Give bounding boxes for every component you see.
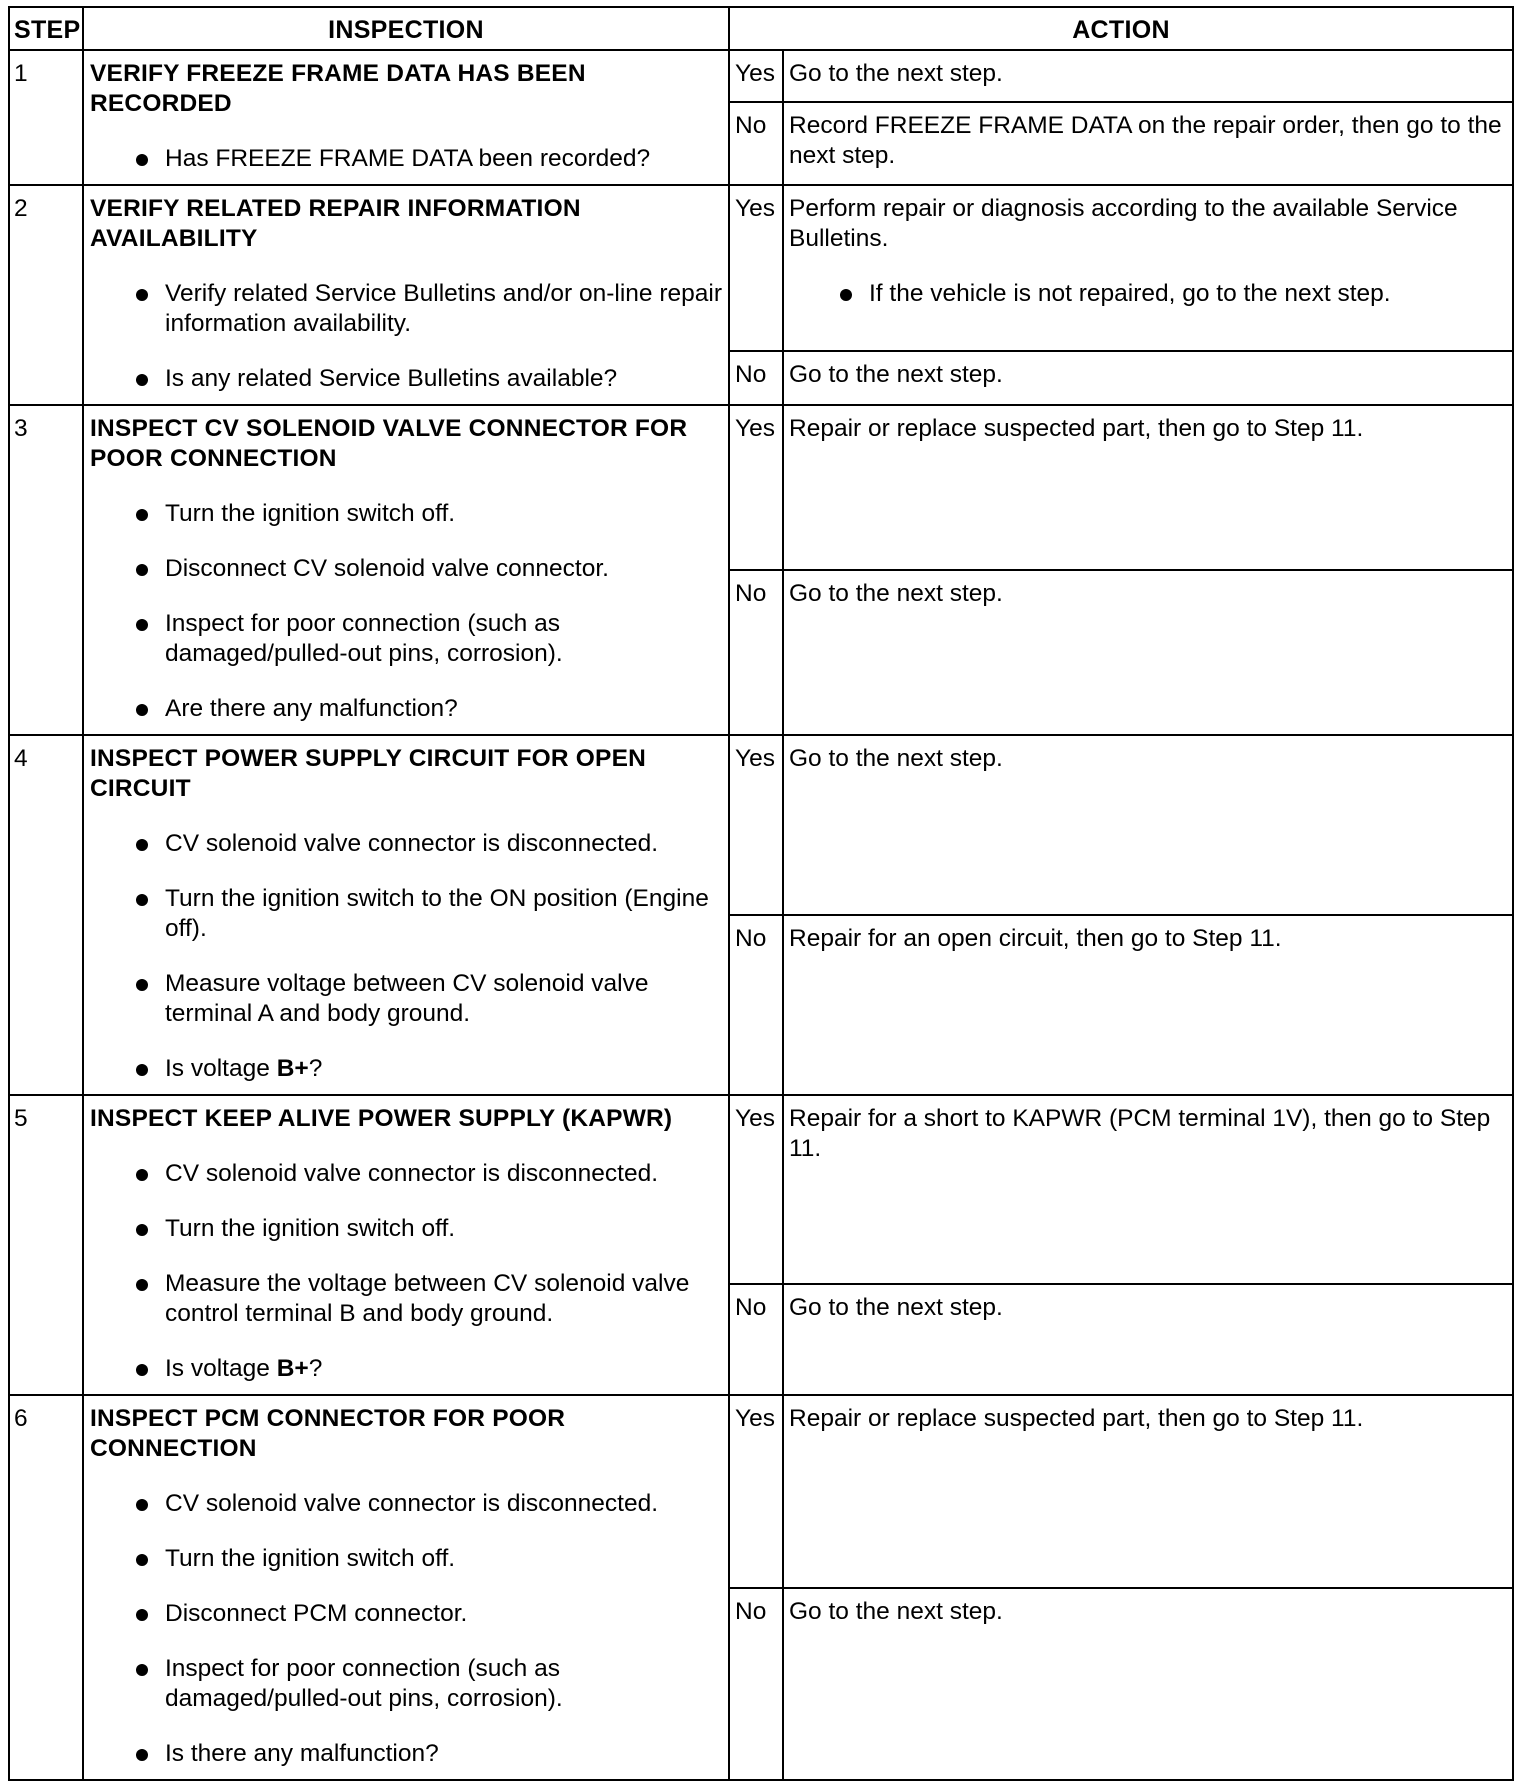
step-title: INSPECT CV SOLENOID VALVE CONNECTOR FOR POOR CONNECTION [90,415,688,472]
step-3-yes-row [9,405,1513,570]
bullet-item: CV solenoid valve connector is disconnected. [90,1489,722,1519]
bullet-text: Is voltage [165,1355,277,1382]
step-title: INSPECT POWER SUPPLY CIRCUIT FOR OPEN CIRCUIT [90,745,647,802]
header-step: STEP [9,7,83,50]
inspection-cell [83,735,729,1095]
step-title: VERIFY FREEZE FRAME DATA HAS BEEN RECORDED [90,60,586,117]
diagnostic-page [8,6,1512,1781]
bullet-item: Verify related Service Bulletins and/or on-line repair information availability. [90,279,722,339]
step-number: 4 [9,735,83,1095]
bullet-item: Is any related Service Bulletins available? [90,364,722,394]
inspection-cell [83,50,729,185]
inspection-cell [83,1095,729,1395]
yes-action: Go to the next step. [783,50,1513,102]
yes-action-cell [783,185,1513,351]
bullet-item: Turn the ignition switch to the ON position (Engine off). [90,884,722,944]
bullet-item: Disconnect CV solenoid valve connector. [90,554,722,584]
bullet-item: Inspect for poor connection (such as damaged/pulled-out pins, corrosion). [90,1654,722,1714]
voltage-value: B+ [276,1055,309,1082]
step-number: 6 [9,1395,83,1780]
yes-action: Repair or replace suspected part, then go to Step 11. [783,405,1513,570]
step-number: 5 [9,1095,83,1395]
header-inspection: INSPECTION [83,7,729,50]
step-number: 3 [9,405,83,735]
bullet-item: Turn the ignition switch off. [90,1214,722,1244]
yes-action: Go to the next step. [783,735,1513,915]
inspection-cell [83,1395,729,1780]
bullet-item: Turn the ignition switch off. [90,1544,722,1574]
bullet-item: Disconnect PCM connector. [90,1599,722,1629]
yes-label: Yes [729,405,783,570]
bullet-item: Is there any malfunction? [90,1739,722,1769]
inspection-cell [83,405,729,735]
bullet-item: Measure the voltage between CV solenoid valve control terminal B and body ground. [90,1269,722,1329]
bullet-item: Has FREEZE FRAME DATA been recorded? [90,144,722,174]
step-title: VERIFY RELATED REPAIR INFORMATION AVAILABILITY [90,195,581,252]
bullet-item: Inspect for poor connection (such as damaged/pulled-out pins, corrosion). [90,609,722,669]
step-number: 2 [9,185,83,405]
bullet-item [90,1354,722,1384]
step-6-yes-row [9,1395,1513,1588]
voltage-value: B+ [276,1355,309,1382]
yes-label: Yes [729,1095,783,1284]
step-title: INSPECT KEEP ALIVE POWER SUPPLY (KAPWR) [90,1105,673,1132]
bullet-item: Are there any malfunction? [90,694,722,724]
yes-label: Yes [729,50,783,102]
bullet-item: CV solenoid valve connector is disconnected. [90,829,722,859]
yes-label: Yes [729,1395,783,1588]
step-number: 1 [9,50,83,185]
action-bullet: If the vehicle is not repaired, go to the next step. [789,279,1506,309]
diagnostic-table [8,6,1514,1781]
yes-label: Yes [729,185,783,351]
bullet-text: ? [308,1055,323,1082]
no-label: No [729,1588,783,1781]
no-action: Repair for an open circuit, then go to Step 11. [783,915,1513,1095]
bullet-text: Is voltage [165,1055,277,1082]
no-label: No [729,351,783,405]
no-label: No [729,915,783,1095]
no-action: Go to the next step. [783,1284,1513,1395]
bullet-item [90,1054,722,1084]
no-action: Go to the next step. [783,351,1513,405]
bullet-text: ? [308,1355,323,1382]
step-2-yes-row [9,185,1513,351]
no-label: No [729,1284,783,1395]
no-action: Record FREEZE FRAME DATA on the repair order, then go to the next step. [783,102,1513,185]
bullet-item: Measure voltage between CV solenoid valve terminal A and body ground. [90,969,722,1029]
no-action: Go to the next step. [783,570,1513,735]
yes-action: Repair for a short to KAPWR (PCM terminal 1V), then go to Step 11. [783,1095,1513,1284]
inspection-cell [83,185,729,405]
header-row [9,7,1513,50]
bullet-item: CV solenoid valve connector is disconnected. [90,1159,722,1189]
no-label: No [729,570,783,735]
step-4-yes-row [9,735,1513,915]
no-label: No [729,102,783,185]
step-title: INSPECT PCM CONNECTOR FOR POOR CONNECTION [90,1405,566,1462]
header-action: ACTION [729,7,1513,50]
no-action: Go to the next step. [783,1588,1513,1781]
step-1-yes-row [9,50,1513,102]
bullet-item: Turn the ignition switch off. [90,499,722,529]
step-5-yes-row [9,1095,1513,1284]
yes-label: Yes [729,735,783,915]
yes-action: Perform repair or diagnosis according to the available Service Bulletins. [789,195,1458,252]
yes-action: Repair or replace suspected part, then go to Step 11. [783,1395,1513,1588]
